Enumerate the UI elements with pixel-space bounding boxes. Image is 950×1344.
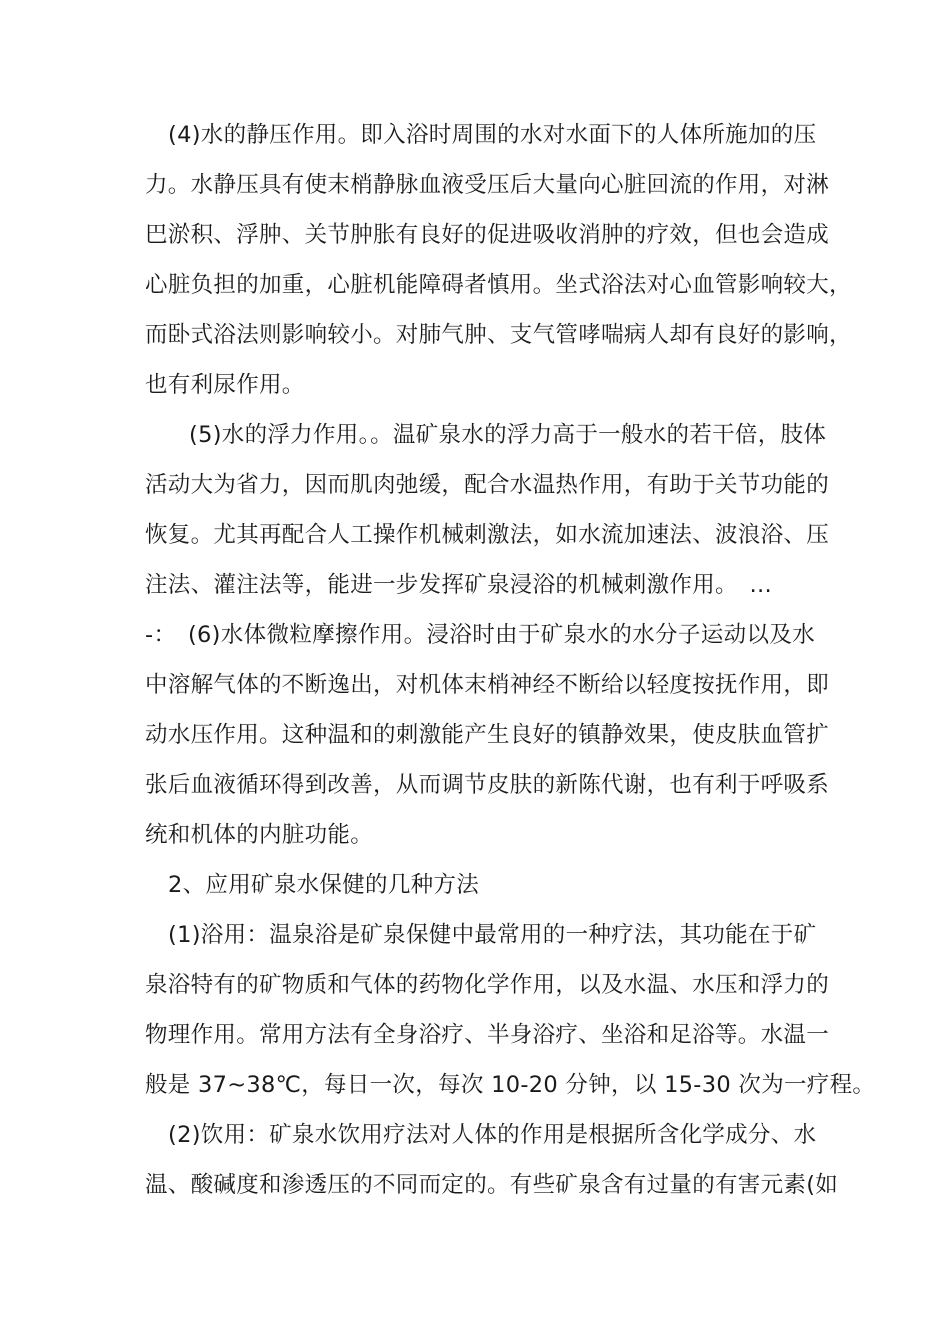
paragraph-4-line-3: 巴淤积、浮肿、关节肿胀有良好的促进吸收消肿的疗效，但也会造成 bbox=[145, 222, 830, 248]
paragraph-5-line-2: 活动大为省力，因而肌肉弛缓，配合水温热作用，有助于关节功能的 bbox=[145, 472, 830, 498]
paragraph-4-line-1: (4)水的静压作用。即入浴时周围的水对水面下的人体所施加的压 bbox=[168, 122, 817, 148]
paragraph-1-line-2: 泉浴特有的矿物质和气体的药物化学作用，以及水温、水压和浮力的 bbox=[145, 972, 830, 998]
paragraph-4-line-2: 力。水静压具有使末梢静脉血液受压后大量向心脏回流的作用，对淋 bbox=[145, 172, 830, 198]
paragraph-1-line-3: 物理作用。常用方法有全身浴疗、半身浴疗、坐浴和足浴等。水温一 bbox=[145, 1022, 830, 1048]
paragraph-6-line-2: 中溶解气体的不断逸出，对机体末梢神经不断给以轻度按抚作用，即 bbox=[145, 672, 830, 698]
paragraph-5-line-4: 注法、灌注法等，能进一步发挥矿泉浸浴的机械刺激作用。 … bbox=[145, 572, 773, 598]
paragraph-6-line-4: 张后血液循环得到改善，从而调节皮肤的新陈代谢，也有利于呼吸系 bbox=[145, 772, 830, 798]
paragraph-2-line-2: 温、酸碱度和渗透压的不同而定的。有些矿泉含有过量的有害元素(如 bbox=[145, 1172, 839, 1198]
paragraph-4-line-6: 也有利尿作用。 bbox=[145, 372, 305, 398]
section-heading: 2、应用矿泉水保健的几种方法 bbox=[168, 872, 480, 898]
paragraph-5-line-3: 恢复。尤其再配合人工操作机械刺激法，如水流加速法、波浪浴、压 bbox=[145, 522, 830, 548]
paragraph-5-line-1: (5)水的浮力作用。。温矿泉水的浮力高于一般水的若干倍，肢体 bbox=[189, 422, 827, 448]
paragraph-1-line-1: (1)浴用：温泉浴是矿泉保健中最常用的一种疗法，其功能在于矿 bbox=[168, 922, 817, 948]
paragraph-6-line-1: -： (6)水体微粒摩擦作用。浸浴时由于矿泉水的水分子运动以及水 bbox=[145, 622, 815, 648]
paragraph-4-line-4: 心脏负担的加重，心脏机能障碍者慎用。坐式浴法对心血管影响较大， bbox=[145, 272, 852, 298]
paragraph-6-line-5: 统和机体的内脏功能。 bbox=[145, 822, 374, 848]
paragraph-6-line-3: 动水压作用。这种温和的刺激能产生良好的镇静效果，使皮肤血管扩 bbox=[145, 722, 830, 748]
paragraph-1-line-4: 般是 37~38℃，每日一次，每次 10-20 分钟，以 15-30 次为一疗程。 bbox=[145, 1072, 876, 1098]
paragraph-2-line-1: (2)饮用：矿泉水饮用疗法对人体的作用是根据所含化学成分、水 bbox=[168, 1122, 817, 1148]
paragraph-4-line-5: 而卧式浴法则影响较小。对肺气肿、支气管哮喘病人却有良好的影响， bbox=[145, 322, 852, 348]
